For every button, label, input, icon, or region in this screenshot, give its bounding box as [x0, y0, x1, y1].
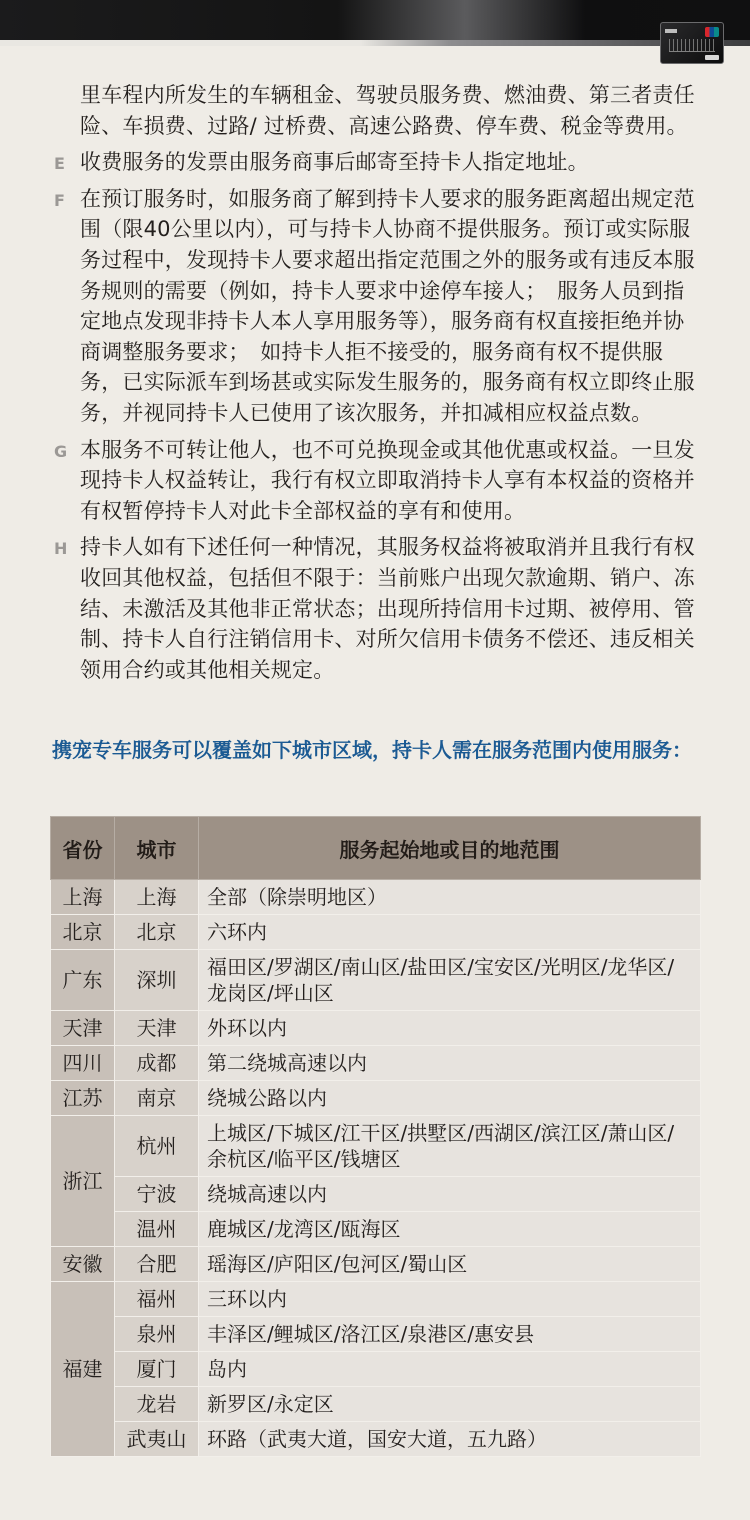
range-cell: 鹿城区/龙湾区/瓯海区 [199, 1212, 701, 1247]
city-cell: 天津 [115, 1011, 199, 1046]
city-cell: 福州 [115, 1282, 199, 1317]
range-cell: 福田区/罗湖区/南山区/盐田区/宝安区/光明区/龙华区/龙岗区/坪山区 [199, 950, 701, 1011]
city-cell: 杭州 [115, 1116, 199, 1177]
card-skyline-icon [669, 39, 715, 52]
header-city: 城市 [115, 817, 199, 880]
coverage-table [50, 816, 701, 1457]
range-cell: 绕城公路以内 [199, 1081, 701, 1116]
table-header-row [51, 817, 701, 880]
city-cell: 泉州 [115, 1317, 199, 1352]
term-letter: F [54, 190, 66, 210]
credit-card-icon [660, 22, 724, 64]
term-item-f [54, 184, 705, 429]
range-cell: 全部（除崇明地区） [199, 880, 701, 915]
range-cell: 外环以内 [199, 1011, 701, 1046]
term-item-h [54, 532, 705, 685]
term-letter: H [54, 539, 68, 559]
range-cell: 丰泽区/鲤城区/洛江区/泉港区/惠安县 [199, 1317, 701, 1352]
term-text: 收费服务的发票由服务商事后邮寄至持卡人指定地址。 [80, 150, 589, 175]
term-text: 本服务不可转让他人，也不可兑换现金或其他优惠或权益。一旦发现持卡人权益转让，我行有权立即取消持卡人享有本权益的资格并有权暂停持卡人对此卡全部权益的享有和使用。 [80, 437, 695, 523]
range-cell: 绕城高速以内 [199, 1177, 701, 1212]
table-row [51, 1046, 701, 1081]
header-range: 服务起始地或目的地范围 [199, 817, 701, 880]
city-cell: 成都 [115, 1046, 199, 1081]
card-brand-icon [705, 55, 719, 60]
province-cell: 浙江 [51, 1116, 115, 1247]
term-item-g [54, 435, 705, 527]
range-cell: 三环以内 [199, 1282, 701, 1317]
range-cell: 上城区/下城区/江干区/拱墅区/西湖区/滨江区/萧山区/余杭区/临平区/钱塘区 [199, 1116, 701, 1177]
range-cell: 瑶海区/庐阳区/包河区/蜀山区 [199, 1247, 701, 1282]
term-letter: E [54, 154, 66, 174]
province-cell: 天津 [51, 1011, 115, 1046]
city-cell: 温州 [115, 1212, 199, 1247]
table-row [51, 880, 701, 915]
coverage-title: 携宠专车服务可以覆盖如下城市区域，持卡人需在服务范围内使用服务： [52, 738, 692, 762]
term-text: 在预订服务时，如服务商了解到持卡人要求的服务距离超出规定范围（限40公里以内），可与持卡人协商不提供服务。预订或实际服务过程中，发现持卡人要求超出指定范围之外的服务或有违反本服务规则的需要（例如，持卡人要求中途停车接人； 服务人员到指定地点发现非持卡人本人享用服务等），服务商有权直接拒绝并协商调整服务要求； 如持卡人拒不接受的，服务商有权不提供服务，已实际派车到场甚或实际发生服务的，服务商有权立即终止服务，并视同持卡人已使用了该次服务，并扣减相应权益点数。 [80, 186, 695, 425]
range-cell: 第二绕城高速以内 [199, 1046, 701, 1081]
table-row [51, 950, 701, 1011]
table-row [51, 915, 701, 950]
province-cell: 广东 [51, 950, 115, 1011]
province-cell: 北京 [51, 915, 115, 950]
table-row [51, 1282, 701, 1317]
table-row [51, 1247, 701, 1282]
city-cell: 南京 [115, 1081, 199, 1116]
term-item-e [54, 147, 705, 178]
province-cell: 福建 [51, 1282, 115, 1457]
term-letter: G [54, 441, 68, 461]
table-row [51, 1011, 701, 1046]
city-cell: 合肥 [115, 1247, 199, 1282]
range-cell: 六环内 [199, 915, 701, 950]
card-chip-icon [665, 29, 677, 33]
range-cell: 环路（武夷大道，国安大道，五九路） [199, 1422, 701, 1457]
city-cell: 厦门 [115, 1352, 199, 1387]
table-row [51, 1212, 701, 1247]
city-cell: 武夷山 [115, 1422, 199, 1457]
table-row [51, 1387, 701, 1422]
province-cell: 江苏 [51, 1081, 115, 1116]
table-row [51, 1352, 701, 1387]
city-cell: 北京 [115, 915, 199, 950]
range-cell: 新罗区/永定区 [199, 1387, 701, 1422]
coverage-table-wrap [50, 816, 700, 1457]
table-row [51, 1081, 701, 1116]
province-cell: 安徽 [51, 1247, 115, 1282]
table-row [51, 1317, 701, 1352]
unionpay-icon [705, 27, 719, 37]
top-banner [0, 0, 750, 40]
terms-section [0, 80, 750, 685]
header-province: 省份 [51, 817, 115, 880]
top-banner-strip [0, 40, 750, 46]
province-cell: 上海 [51, 880, 115, 915]
city-cell: 龙岩 [115, 1387, 199, 1422]
city-cell: 上海 [115, 880, 199, 915]
term-text: 持卡人如有下述任何一种情况，其服务权益将被取消并且我行有权收回其他权益，包括但不限于：当前账户出现欠款逾期、销户、冻结、未激活及其他非正常状态；出现所持信用卡过期、被停用、管制、持卡人自行注销信用卡、对所欠信用卡债务不偿还、违反相关领用合约或其他相关规定。 [80, 535, 695, 682]
range-cell: 岛内 [199, 1352, 701, 1387]
table-row [51, 1177, 701, 1212]
city-cell: 宁波 [115, 1177, 199, 1212]
city-cell: 深圳 [115, 950, 199, 1011]
province-cell: 四川 [51, 1046, 115, 1081]
table-row [51, 1422, 701, 1457]
table-row [51, 1116, 701, 1177]
term-continuation: 里车程内所发生的车辆租金、驾驶员服务费、燃油费、第三者责任险、车损费、过路/ 过桥费、高速公路费、停车费、税金等费用。 [80, 83, 695, 138]
